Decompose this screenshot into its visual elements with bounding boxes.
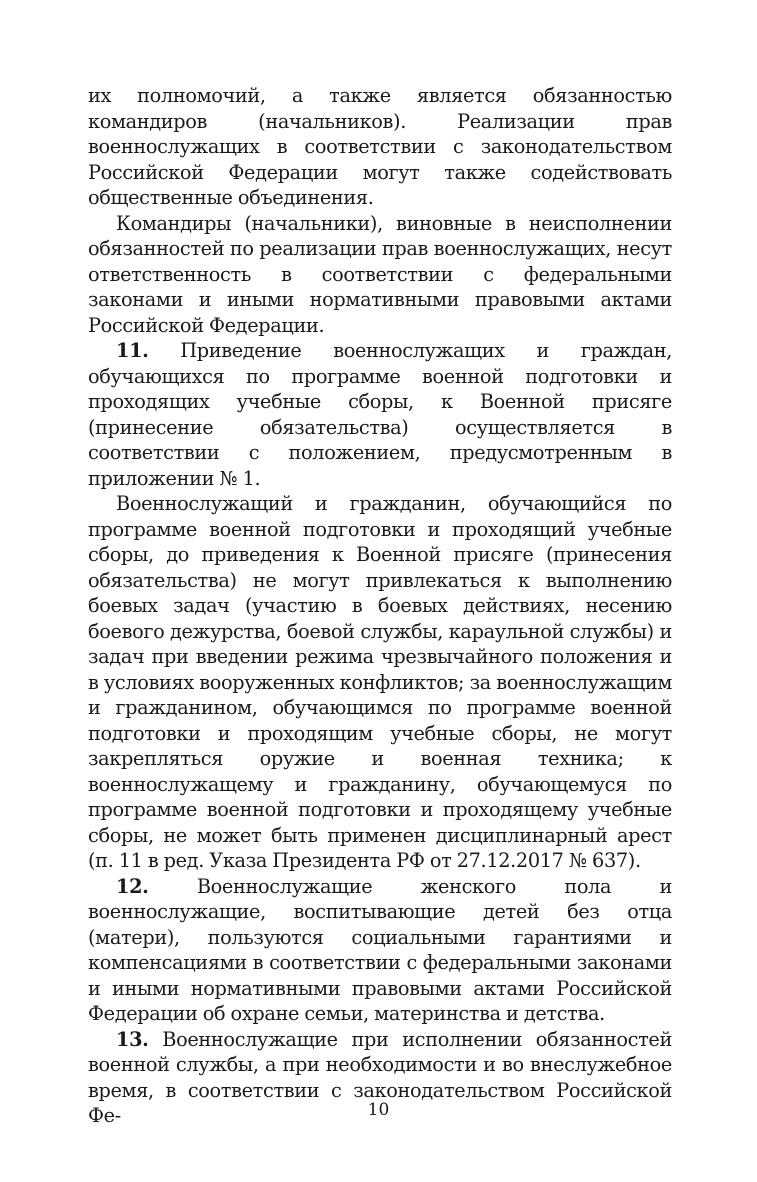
paragraph-1-text: Командиры (начальники), виновные в неисполнении обязанностей по реализации прав военнослужащих, несут ответственность в соответствии с федеральными законами и иными нормативными правовыми актами Российской Федерации.	[88, 211, 672, 337]
paragraph-0-text: их полномочий, а также является обязанностью командиров (начальников). Реализации прав военнослужащих в соответствии с законодательством Российской Федерации могут также содействовать общественные объединения.	[88, 84, 672, 209]
paragraph-2-number: 11.	[116, 339, 149, 362]
paragraph-1	[88, 211, 672, 339]
paragraph-5-number: 13.	[116, 1027, 149, 1051]
paragraph-0	[88, 83, 672, 211]
paragraph-4-text: Военнослужащие женского пола и военнослужащие, воспитывающие детей без отца (матери), пользуются социальными гарантиями и компенсациями в соответствии с федеральными законами и иными нормативными правовыми актами Российской Федерации об охране семьи, материнства и детства.	[88, 874, 672, 1025]
paragraph-3	[88, 491, 672, 874]
paragraph-4	[88, 874, 672, 1027]
paragraph-5-text: Военнослужащие при исполнении обязанностей военной службы, а при необходимости и во внеслужебное время, в соответствии с законодательством Российской Фе-	[88, 1027, 672, 1127]
paragraph-2	[88, 338, 672, 491]
paragraph-4-number: 12.	[116, 874, 149, 898]
paragraph-2-text: Приведение военнослужащих и граждан, обучающихся по программе военной подготовки и проходящих учебные сборы, к Военной присяге (принесение обязательства) осуществляется в соответствии с положением, предусмотренным в приложении № 1.	[88, 339, 672, 490]
page-number: 10	[367, 1100, 390, 1120]
page-body	[88, 83, 672, 1129]
paragraph-3-text: Военнослужащий и гражданин, обучающийся по программе военной подготовки и проходящий учебные сборы, до приведения к Военной присяге (принесения обязательства) не могут привлекаться к выполнению боевых задач (участию в боевых действиях, несению боевого дежурства, боевой службы, караульной службы) и задач при введении режима чрезвычайного положения и в условиях вооруженных конфликтов; за военнослужащим и гражданином, обучающимся по программе военной подготовки и проходящим учебные сборы, не могут закрепляться оружие и военная техника; к военнослужащему и гражданину, обучающемуся по программе военной подготовки и проходящему учебные сборы, не может быть применен дисциплинарный арест (п. 11 в ред. Указа Президента РФ от 27.12.2017 № 637).	[88, 492, 672, 872]
